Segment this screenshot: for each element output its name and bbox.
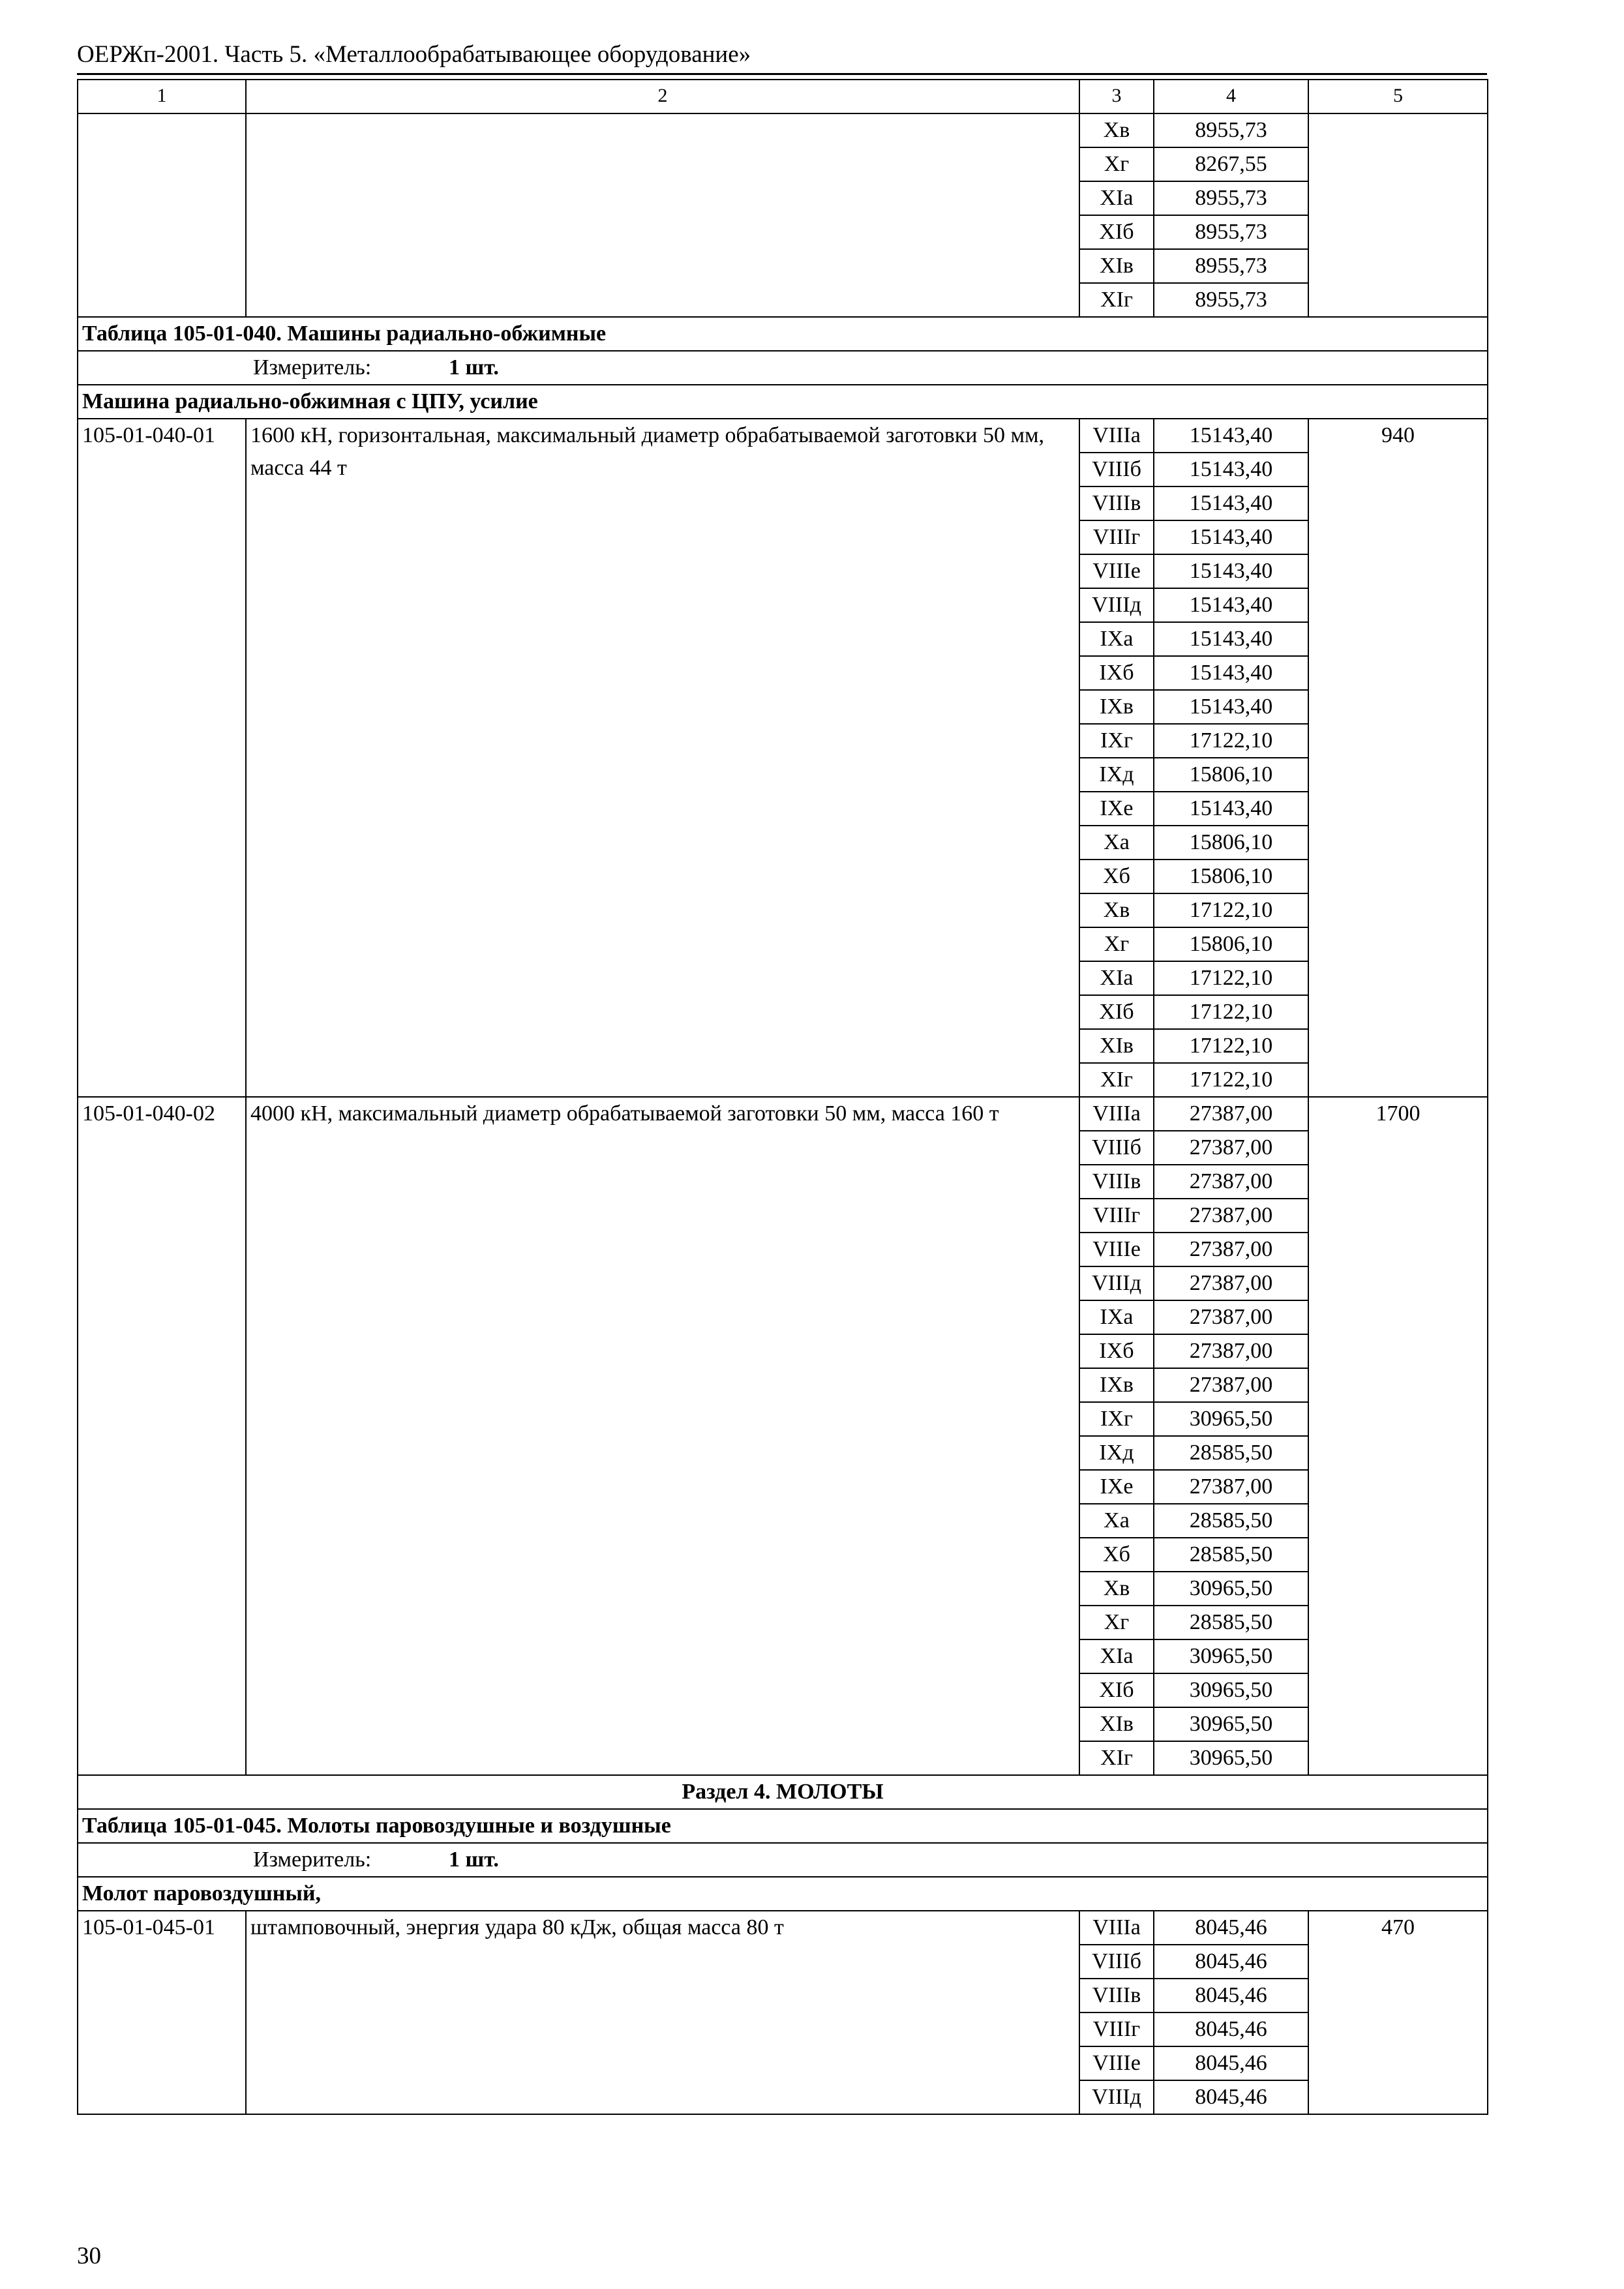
price-cell: 17122,10 [1154,724,1308,758]
price-cell: 27387,00 [1154,1368,1308,1402]
zone-cell: IXд [1079,758,1154,792]
price-cell: 15143,40 [1154,690,1308,724]
price-cell: 27387,00 [1154,1233,1308,1266]
unit-label: Измеритель: [253,355,372,380]
zone-cell: VIIIв [1079,1979,1154,2012]
zone-cell: VIIIб [1079,1131,1154,1165]
price-cell: 28585,50 [1154,1436,1308,1470]
zone-cell: VIIIв [1079,486,1154,520]
zone-cell: Xг [1079,147,1154,181]
price-cell: 8045,46 [1154,2012,1308,2046]
weight-cell: 940 [1308,419,1488,1097]
zone-cell: IXб [1079,656,1154,690]
price-cell: 15143,40 [1154,486,1308,520]
price-cell: 8045,46 [1154,2080,1308,2114]
weight-cell: 1700 [1308,1097,1488,1775]
price-cell: 15143,40 [1154,453,1308,486]
table-row [78,419,1488,453]
price-cell: 8955,73 [1154,215,1308,249]
zone-cell: Xв [1079,113,1154,147]
zone-cell: XIа [1079,1639,1154,1673]
price-cell: 27387,00 [1154,1300,1308,1334]
price-cell: 15143,40 [1154,520,1308,554]
zone-cell: IXв [1079,1368,1154,1402]
zone-cell: XIа [1079,181,1154,215]
price-cell: 27387,00 [1154,1131,1308,1165]
zone-cell: VIIIа [1079,1911,1154,1945]
item-description: 1600 кН, горизонтальная, максимальный диаметр обрабатываемой заготовки 50 мм, масса 44 т [246,419,1079,1097]
column-header: 1 [78,80,246,113]
zone-cell: XIв [1079,1707,1154,1741]
unit-cell [78,1843,1488,1877]
price-cell: 27387,00 [1154,1165,1308,1199]
zone-cell: VIIIг [1079,1199,1154,1233]
price-cell: 8955,73 [1154,181,1308,215]
zone-cell: XIг [1079,283,1154,317]
zone-cell: VIIIе [1079,2046,1154,2080]
unit-label: Измеритель: [253,1848,372,1872]
zone-cell: XIг [1079,1741,1154,1775]
zone-cell: Xб [1079,1538,1154,1572]
item-code: 105-01-040-02 [78,1097,246,1775]
price-cell: 27387,00 [1154,1266,1308,1300]
zone-cell: VIIIд [1079,2080,1154,2114]
unit-cell [78,351,1488,385]
running-header: ОЕРЖп-2001. Часть 5. «Металлообрабатывающее оборудование» [77,41,751,68]
price-cell: 15143,40 [1154,419,1308,453]
table-title: Таблица 105-01-040. Машины радиально-обжимные [78,317,1488,351]
zone-cell: VIIIб [1079,453,1154,486]
zone-cell: IXб [1079,1334,1154,1368]
table-title-row [78,317,1488,351]
price-cell: 15806,10 [1154,860,1308,893]
zone-cell: XIб [1079,995,1154,1029]
price-cell: 17122,10 [1154,995,1308,1029]
unit-value: 1 шт. [449,355,499,380]
zone-cell: IXв [1079,690,1154,724]
zone-cell: Xг [1079,1606,1154,1639]
zone-cell: Xа [1079,1504,1154,1538]
price-cell: 8955,73 [1154,283,1308,317]
price-cell: 30965,50 [1154,1707,1308,1741]
column-header-row [78,80,1488,113]
price-cell: 17122,10 [1154,893,1308,927]
price-cell: 27387,00 [1154,1470,1308,1504]
price-cell: 8955,73 [1154,249,1308,283]
zone-cell: XIв [1079,1029,1154,1063]
zone-cell: VIIIг [1079,2012,1154,2046]
price-table [77,79,1488,2115]
table-row [78,113,1488,147]
price-cell: 27387,00 [1154,1334,1308,1368]
group-row [78,385,1488,419]
weight-cell [1308,113,1488,317]
header-rule [77,73,1487,75]
price-cell: 15143,40 [1154,656,1308,690]
unit-row [78,1843,1488,1877]
table-title-row [78,1809,1488,1843]
price-cell: 15143,40 [1154,792,1308,826]
price-cell: 15143,40 [1154,622,1308,656]
item-description: 4000 кН, максимальный диаметр обрабатываемой заготовки 50 мм, масса 160 т [246,1097,1079,1775]
column-header: 5 [1308,80,1488,113]
page-number: 30 [77,2243,101,2269]
price-cell: 8045,46 [1154,1911,1308,1945]
price-cell: 30965,50 [1154,1572,1308,1606]
table-row [78,1911,1488,1945]
price-cell: 27387,00 [1154,1097,1308,1131]
group-heading: Машина радиально-обжимная с ЦПУ, усилие [78,385,1488,419]
price-cell: 27387,00 [1154,1199,1308,1233]
price-cell: 30965,50 [1154,1639,1308,1673]
price-cell: 8955,73 [1154,113,1308,147]
price-cell: 8267,55 [1154,147,1308,181]
unit-row [78,351,1488,385]
item-description: штамповочный, энергия удара 80 кДж, общая масса 80 т [246,1911,1079,2114]
zone-cell: IXе [1079,792,1154,826]
zone-cell: IXе [1079,1470,1154,1504]
zone-cell: Xв [1079,893,1154,927]
column-header: 2 [246,80,1079,113]
column-header: 4 [1154,80,1308,113]
price-cell: 17122,10 [1154,1029,1308,1063]
zone-cell: Xв [1079,1572,1154,1606]
price-cell: 8045,46 [1154,1979,1308,2012]
zone-cell: VIIIа [1079,1097,1154,1131]
zone-cell: VIIIа [1079,419,1154,453]
zone-cell: VIIIв [1079,1165,1154,1199]
zone-cell: XIв [1079,249,1154,283]
zone-cell: Xг [1079,927,1154,961]
zone-cell: VIIIг [1079,520,1154,554]
zone-cell: IXг [1079,1402,1154,1436]
zone-cell: XIб [1079,215,1154,249]
zone-cell: IXг [1079,724,1154,758]
price-cell: 15143,40 [1154,554,1308,588]
price-cell: 15806,10 [1154,927,1308,961]
price-cell: 15143,40 [1154,588,1308,622]
zone-cell: IXд [1079,1436,1154,1470]
price-cell: 8045,46 [1154,1945,1308,1979]
zone-cell: IXа [1079,622,1154,656]
price-cell: 30965,50 [1154,1741,1308,1775]
price-cell: 17122,10 [1154,1063,1308,1097]
price-cell: 28585,50 [1154,1606,1308,1639]
item-description [246,113,1079,317]
price-cell: 15806,10 [1154,826,1308,860]
price-cell: 30965,50 [1154,1673,1308,1707]
table-title: Таблица 105-01-045. Молоты паровоздушные и воздушные [78,1809,1488,1843]
price-cell: 17122,10 [1154,961,1308,995]
table-row [78,1097,1488,1131]
zone-cell: IXа [1079,1300,1154,1334]
price-cell: 15806,10 [1154,758,1308,792]
item-code [78,113,246,317]
zone-cell: VIIIе [1079,1233,1154,1266]
zone-cell: XIа [1079,961,1154,995]
unit-value: 1 шт. [449,1848,499,1872]
price-cell: 28585,50 [1154,1538,1308,1572]
zone-cell: Xа [1079,826,1154,860]
group-heading: Молот паровоздушный, [78,1877,1488,1911]
zone-cell: VIIIд [1079,588,1154,622]
weight-cell: 470 [1308,1911,1488,2114]
item-code: 105-01-045-01 [78,1911,246,2114]
zone-cell: XIг [1079,1063,1154,1097]
zone-cell: VIIIе [1079,554,1154,588]
zone-cell: VIIIб [1079,1945,1154,1979]
item-code: 105-01-040-01 [78,419,246,1097]
column-header: 3 [1079,80,1154,113]
section-title: Раздел 4. МОЛОТЫ [78,1775,1488,1809]
zone-cell: Xб [1079,860,1154,893]
section-row [78,1775,1488,1809]
group-row [78,1877,1488,1911]
zone-cell: XIб [1079,1673,1154,1707]
price-cell: 28585,50 [1154,1504,1308,1538]
zone-cell: VIIIд [1079,1266,1154,1300]
price-cell: 30965,50 [1154,1402,1308,1436]
price-cell: 8045,46 [1154,2046,1308,2080]
